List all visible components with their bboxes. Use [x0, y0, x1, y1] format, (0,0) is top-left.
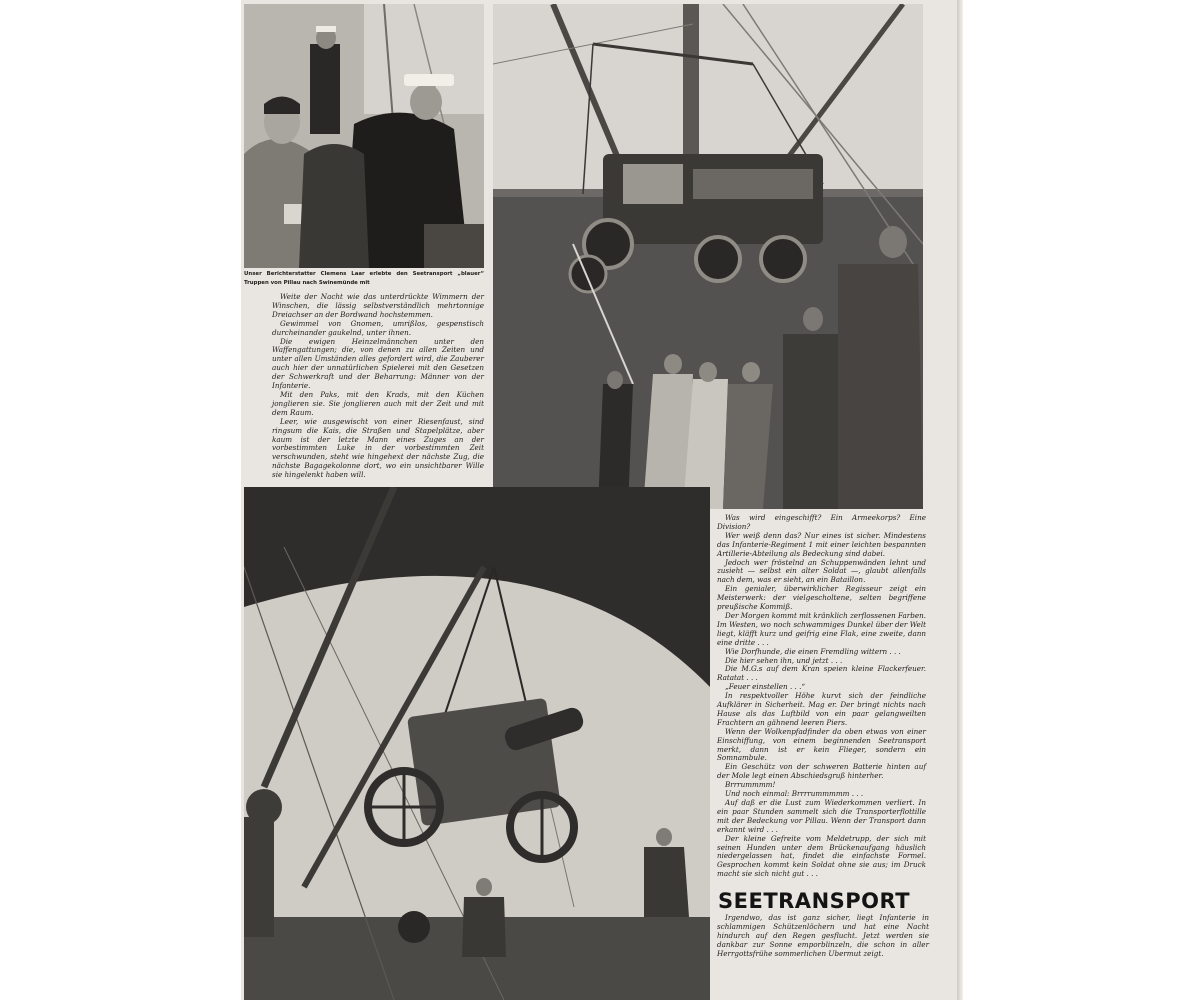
photo-officers-on-deck	[244, 4, 484, 268]
paragraph: Mit den Paks, mit den Krads, mit den Küchen jonglieren sie. Sie jonglieren auch mit der Zeit und mit dem Raum.	[272, 389, 484, 417]
paragraph: Die ewigen Heinzelmännchen unter den Waffengattungen; die, von denen zu allen Zeiten und unter allen Umständen alles gefordert wird, die Zauberer auch hier der unnatürlichen Spielerei mit den Gesetzen der Schwerkraft und der Beharrung: Männer von der Infanterie.	[272, 336, 484, 391]
paragraph: Ein Geschütz von der schweren Batterie hinten auf der Mole legt einen Abschiedsgruß hinterher.	[717, 762, 926, 781]
paragraph: Wenn der Wolkenpfadfinder da oben etwas von einer Einschiffung, von einem beginnenden Seetransport merkt, dann ist er kein Flieger, sondern ein Somnambule.	[717, 726, 926, 763]
paragraph: In respektvoller Höhe kurvt sich der feindliche Aufklärer in Sicherheit. Mag er. Der bringt nichts nach Hause als das Luftbild von ein paar gelangweilten Frachtern an gähnend leeren Piers.	[717, 691, 926, 727]
photo-truck-crane	[493, 4, 923, 509]
article-headline: SEETRANSPORT	[718, 889, 911, 913]
paragraph: Wie Dorfhunde, die einen Fremdling wittern . . .	[725, 646, 901, 656]
photo-howitzer-loading	[244, 487, 710, 1000]
paragraph: Die M.G.s auf dem Kran speien kleine Flackerfeuer. Ratatat . . .	[717, 664, 926, 683]
photo-caption: Unser Berichterstatter Clemens Laar erlebte den Seetransport „blauer“ Truppen von Pillau nach Swinemünde mit	[244, 271, 484, 286]
paragraph: Wer weiß denn das? Nur eines ist sicher. Mindestens das Infanterie-Regiment 1 mit einer leichten bespannten Artillerie-Abteilung als Bedeckung sind dabei.	[717, 530, 926, 558]
paragraph: Leer, wie ausgewischt von einer Riesenfaust, sind ringsum die Kais, die Straßen und Stapelplätze, aber kaum ist der letzte Mann eines Zuges an der vorbestimmten Luke in der vorbestimmten Zeit verschwunden, steht wie hingehext der nächste Zug, die nächste Bagagekolonne dort, wo ein unsichtbarer Wille sie hingelenkt haben will.	[272, 416, 484, 480]
paragraph: Weite der Nacht wie das unterdrückte Wimmern der Winschen, die lässig selbstverständlich mehrtonnige Dreiachser an der Bordwand hochstemmen.	[272, 292, 484, 319]
paragraph: Der Morgen kommt mit kränklich zerflossenen Farben. Im Westen, wo noch schwammiges Dunkel über der Welt liegt, kläfft kurz und geifrig eine Flak, eine zweite, dann eine dritte . . .	[717, 610, 927, 647]
paragraph: Ein genialer, überwirklicher Regisseur zeigt ein Meisterwerk: der vielgescholtene, selten begriffene preußische Kommiß.	[717, 584, 926, 612]
paragraph: Und noch einmal: Brrrrummmmm . . .	[725, 789, 864, 799]
lead-paragraph: Irgendwo, das ist ganz sicher, liegt Infanterie in schlammigen Schützenlöchern und hat eine Nacht hindurch auf den Regen gesflucht. Jetzt werden sie dankbar zur Sonne emporblinzeln, die schon in aller Herrgottsfrühe sommerlichen Ubermut zeigt.	[717, 913, 929, 958]
article-lead	[717, 914, 929, 959]
article-column-left	[272, 293, 484, 480]
page-edge-shadow	[957, 0, 963, 1000]
paragraph: Gewimmel von Gnomen, umrißlos, gespenstisch durcheinander gaukelnd, unter ihnen.	[272, 318, 484, 337]
article-column-right	[717, 514, 926, 879]
paragraph: „Feuer einstellen . . .“	[725, 682, 806, 692]
paragraph: Der kleine Gefreite vom Meldetrupp, der sich mit seinen Hunden unter dem Brückenaufgang häuslich niedergelassen hat, findet die einfachste Formel. Gesprochen kommt kein Soldat ohne sie aus; im Druck macht sie sich nicht gut . . .	[717, 833, 926, 879]
paragraph: Brrrummmm!	[725, 780, 776, 790]
paragraph: Auf daß er die Lust zum Wiederkommen verliert. In ein paar Stunden sammelt sich die Transporterflottille mit der Bedeckung vor Pillau. Wenn der Transport dann erkannt wird . . .	[717, 798, 926, 834]
paragraph: Die hier sehen ihn, und jetzt . . .	[725, 655, 843, 665]
paragraph: Jedoch wer fröstelnd an Schuppenwänden lehnt und zusieht — selbst ein alter Soldat —, glaubt allenfalls nach dem, was er sieht, an ein Bataillon.	[717, 557, 926, 585]
paragraph: Was wird eingeschifft? Ein Armeekorps? Eine Division?	[717, 513, 926, 531]
